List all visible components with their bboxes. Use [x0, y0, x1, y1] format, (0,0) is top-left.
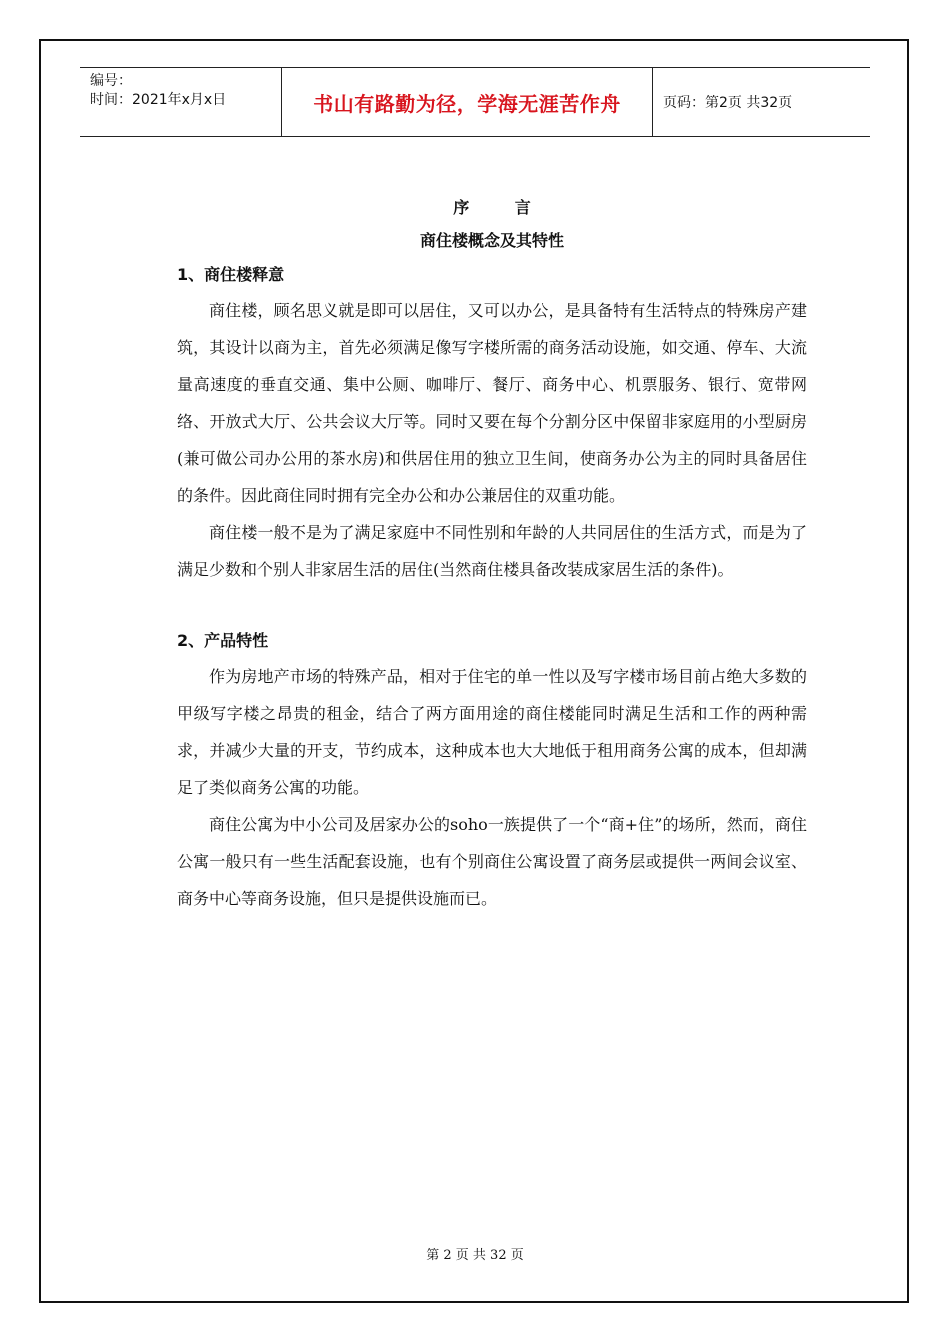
section-heading: 1、商住楼释意: [177, 265, 285, 284]
paragraph: 作为房地产市场的特殊产品，相对于住宅的单一性以及写字楼市场目前占绝大多数的甲级写字楼之昂贵的租金，结合了两方面用途的商住楼能同时满足生活和工作的两种需求，并减少大量的开支，节约成本，这种成本也大大地低于租用商务公寓的成本，但却满足了类似商务公寓的功能。: [177, 667, 807, 797]
preface-char-1: 序: [453, 198, 470, 217]
header-motto: 书山有路勤为径，学海无涯苦作舟: [281, 68, 653, 136]
header-page-info: 页码：第2页 共32页: [663, 95, 793, 111]
section-heading: 2、产品特性: [177, 631, 269, 650]
page-footer: 第 2 页 共 32 页: [426, 1248, 524, 1263]
section-2: [177, 624, 807, 917]
preface-title: [177, 192, 807, 224]
number-label: 编号：: [90, 73, 132, 89]
paragraph: 商住楼一般不是为了满足家庭中不同性别和年龄的人共同居住的生活方式，而是为了满足少数和个别人非家居生活的居住(当然商住楼具备改装成家居生活的条件)。: [177, 523, 807, 579]
document-body: [177, 192, 807, 917]
header-meta: [80, 68, 281, 136]
paragraph: 商住楼，顾名思义就是即可以居住，又可以办公，是具备特有生活特点的特殊房产建筑，其设计以商为主，首先必须满足像写字楼所需的商务活动设施，如交通、停车、大流量高速度的垂直交通、集中公厕、咖啡厅、餐厅、商务中心、机票服务、银行、宽带网络、开放式大厅、公共会议大厅等。同时又要在每个分割分区中保留非家庭用的小型厨房(兼可做公司办公用的茶水房)和供居住用的独立卫生间，使商务办公为主的同时具备居住的条件。因此商住同时拥有完全办公和办公兼居住的双重功能。: [177, 301, 807, 505]
time-label: 时间：2021年x月x日: [90, 92, 227, 108]
document-header: [80, 67, 870, 137]
paragraph: 商住公寓为中小公司及居家办公的soho一族提供了一个“商+住”的场所，然而，商住公寓一般只有一些生活配套设施，也有个别商住公寓设置了商务层或提供一两间会议室、商务中心等商务设施，但只是提供设施而已。: [177, 815, 807, 908]
preface-char-2: 言: [514, 198, 531, 217]
section-1: [177, 258, 807, 588]
section-spacer: [177, 588, 807, 624]
document-subtitle: 商住楼概念及其特性: [419, 231, 564, 250]
